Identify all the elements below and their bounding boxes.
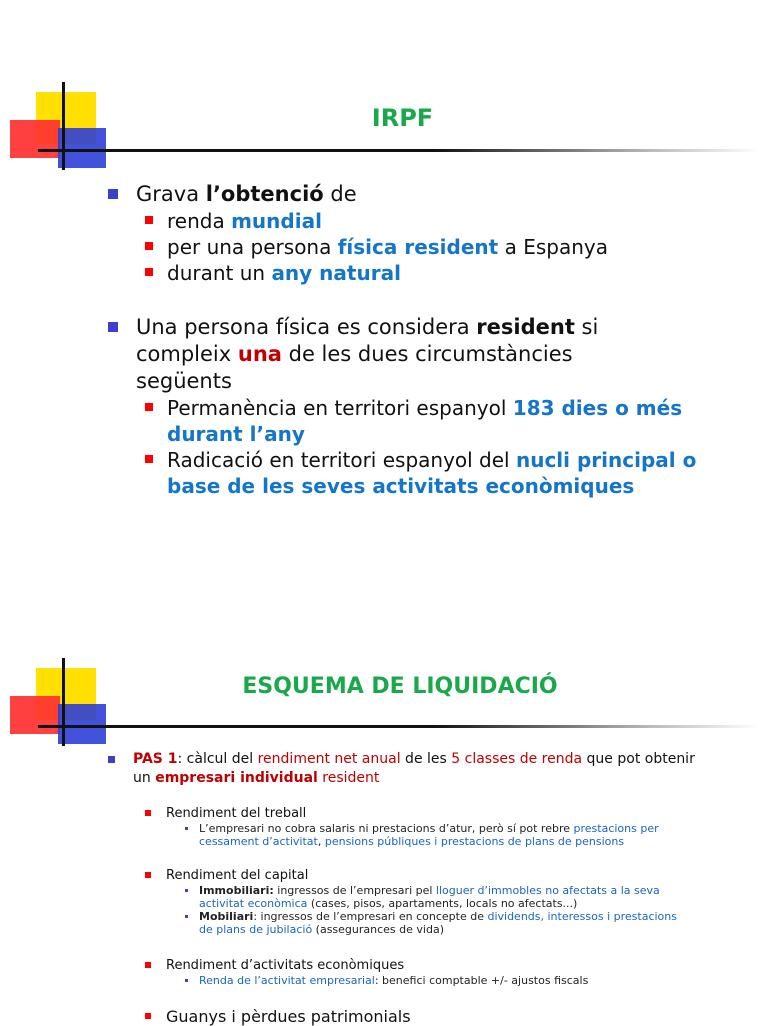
logo-blue-square: [58, 704, 106, 744]
slide-title: ESQUEMA DE LIQUIDACIÓ: [242, 674, 558, 699]
title-rule: [38, 725, 760, 728]
detail-mobiliari: Mobiliari: ingressos de l’empresari en concepte de dividends, interessos i prestacions de plans de jubilació (assegurances de vida): [185, 910, 685, 936]
sub-bullet-marker: [145, 216, 153, 224]
sub-bullet-marker: [145, 872, 151, 878]
detail-marker: [185, 827, 188, 830]
content-irpf: [108, 181, 728, 499]
heading-guanys-cut: Guanys i pèrdues patrimonials: [145, 1008, 708, 1025]
detail-marker: [185, 979, 188, 982]
detail-treball: L’empresari no cobra salaris ni prestacions d’atur, però sí pot rebre prestacions per cessament d’activitat, pensions públiques i prestacions de plans de pensions: [185, 822, 685, 848]
sub-bullet-renda: renda mundial: [145, 208, 728, 234]
slide-logo: [10, 82, 120, 192]
detail-activitats: Renda de l’activitat empresarial: benefici comptable +/- ajustos fiscals: [185, 974, 685, 987]
logo-red-square: [10, 120, 60, 158]
bullet-grava: Grava l’obtenció de: [108, 181, 728, 208]
heading-treball: Rendiment del treball: [145, 805, 708, 822]
logo-vertical-line: [62, 658, 65, 746]
slide-title: IRPF: [371, 104, 434, 132]
sub-bullet-durant: durant un any natural: [145, 260, 728, 286]
sub-bullet-marker: [145, 1013, 151, 1019]
sub-bullet-marker: [145, 403, 153, 411]
slide-logo: [10, 658, 120, 768]
title-rule: [38, 149, 760, 152]
sub-bullet-permanencia: Permanència en territori espanyol 183 dies o més durant l’any: [145, 395, 685, 447]
sub-bullet-marker: [145, 962, 151, 968]
sub-bullet-marker: [145, 455, 153, 463]
detail-marker: [185, 915, 188, 918]
bullet-marker: [108, 756, 115, 763]
heading-capital: Rendiment del capital: [145, 867, 708, 884]
sub-bullet-persona: per una persona física resident a Espanya: [145, 234, 728, 260]
content-esquema: [108, 750, 708, 1025]
sub-bullet-marker: [145, 242, 153, 250]
logo-blue-square: [58, 128, 106, 168]
heading-activitats: Rendiment d’activitats econòmiques: [145, 957, 708, 974]
detail-marker: [185, 889, 188, 892]
sub-bullet-marker: [145, 810, 151, 816]
bullet-pas1: PAS 1: càlcul del rendiment net anual de les 5 classes de renda que pot obtenir un empresari individual resident: [108, 750, 708, 788]
logo-red-square: [10, 696, 60, 734]
sub-bullet-marker: [145, 268, 153, 276]
logo-vertical-line: [62, 82, 65, 170]
bullet-marker: [108, 189, 118, 199]
slide-esquema: [0, 580, 768, 1024]
bullet-resident: Una persona física es considera resident si compleix una de les dues circumstàncies següents: [108, 314, 648, 395]
detail-immobiliari: Immobiliari: ingressos de l’empresari pel lloguer d’immobles no afectats a la seva activitat econòmica (cases, pisos, apartaments, locals no afectats...): [185, 884, 685, 910]
bullet-marker: [108, 322, 118, 332]
sub-bullet-radicacio: Radicació en territori espanyol del nucli principal o base de les seves activitats econòmiques: [145, 447, 725, 499]
